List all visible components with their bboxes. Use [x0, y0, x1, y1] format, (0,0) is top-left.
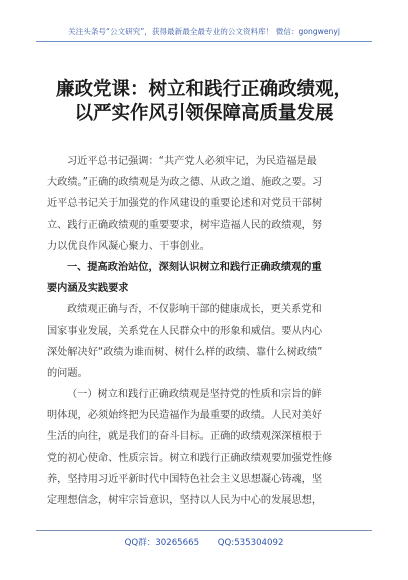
body-line: 生活的向往，就是我们的奋斗目标。正确的政绩观深深植根于 [47, 431, 323, 443]
body-line: 定理想信念，树牢宗旨意识，坚持以人民为中心的发展思想， [47, 495, 323, 506]
document-body [47, 151, 363, 511]
body-line: 近平总书记关于加强党的作风建设的重要论述和对党员干部树 [47, 198, 323, 210]
body-line: 习近平总书记强调：“共产党人必须牢记，为民造福是最 [67, 156, 317, 167]
header-note: 关注头条号“公文研究”，获得最新最全最专业的公文资料库！ 微信：gongwenyj [68, 27, 340, 36]
header-divider [36, 41, 372, 42]
body-line: 党的初心使命、性质宗旨。树立和践行正确政绩观要加强党性修 [47, 452, 333, 464]
footer-contact [0, 536, 408, 548]
body-line: 一、提高政治站位，深刻认识树立和践行正确政绩观的重 [67, 261, 322, 273]
body-line: （一）树立和践行正确政绩观是坚持党的性质和宗旨的鲜 [67, 389, 322, 401]
footer-qq: QQ:535304092 [217, 538, 284, 548]
body-line: 的问题。 [47, 367, 88, 379]
document-title [30, 78, 378, 126]
body-line: 政绩观正确与否，不仅影响干部的健康成长，更关系党和 [67, 304, 322, 316]
body-line: 养，坚持用习近平新时代中国特色社会主义思想凝心铸魂，坚 [47, 473, 323, 485]
title-line-1: 廉政党课：树立和践行正确政绩观， [55, 79, 352, 100]
body-line: 要内涵及实践要求 [47, 283, 129, 295]
title-line-2: 以严实作风引领保障高质量发展 [74, 103, 334, 124]
footer-qq-group: QQ群：30265665 [124, 538, 200, 548]
body-line: 力以优良作风凝心聚力、干事创业。 [47, 240, 210, 252]
body-line: 立、践行正确政绩观的重要要求，树牢造福人民的政绩观，努 [47, 219, 323, 231]
body-line: 深处解决好“政绩为谁而树、树什么样的政绩、靠什么树政绩” [47, 346, 323, 358]
body-line: 大政绩。”正确的政绩观是为政之德、从政之道、施政之要。习 [47, 177, 323, 189]
body-line: 明体现，必须始终把为民造福作为最重要的政绩。人民对美好 [47, 410, 323, 422]
body-line: 国家事业发展，关系党在人民群众中的形象和威信。要从内心 [47, 325, 323, 337]
footer-divider [36, 530, 372, 531]
